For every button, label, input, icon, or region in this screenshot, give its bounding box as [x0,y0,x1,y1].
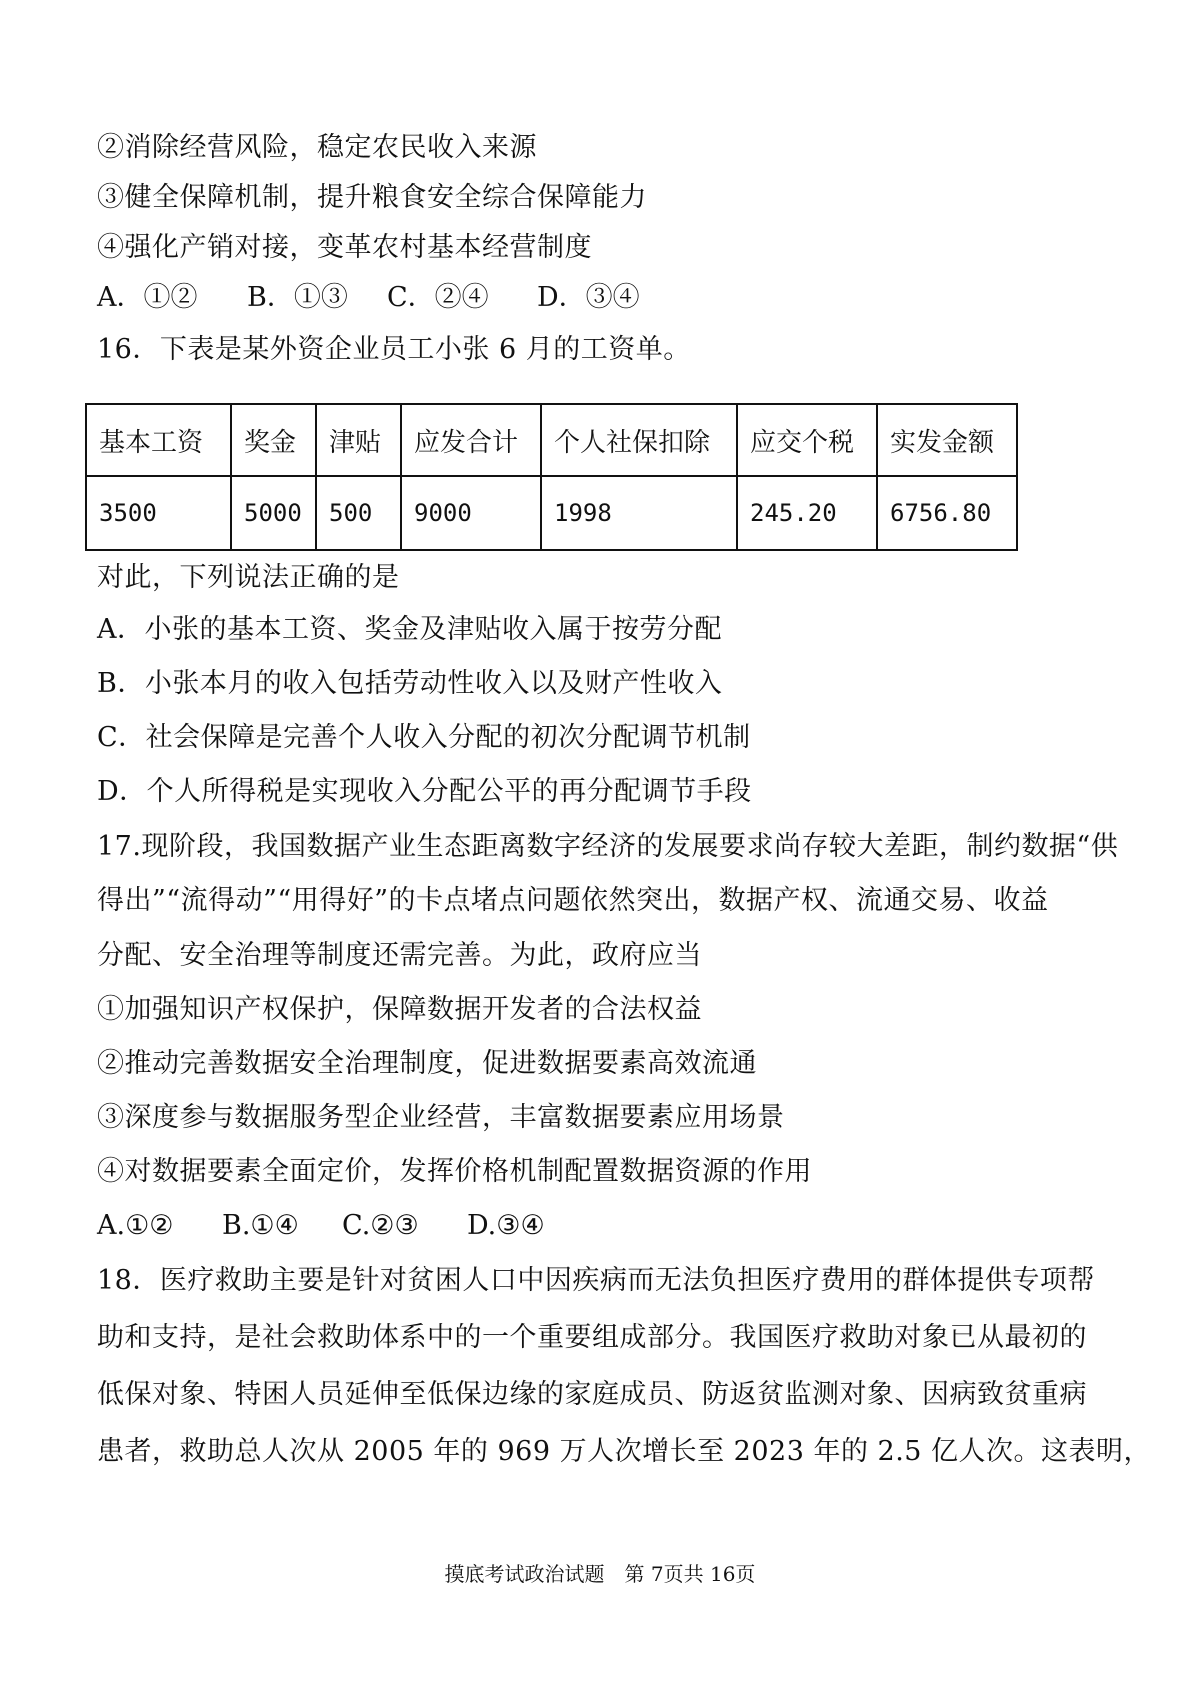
q17-choice-d: D.③④ [467,1210,545,1241]
salary-value-cell: 6756.80 [877,476,1017,550]
salary-value-cell: 245.20 [737,476,877,550]
q17-option-1: ①加强知识产权保护，保障数据开发者的合法权益 [97,994,702,1025]
q17-option-4: ④对数据要素全面定价，发挥价格机制配置数据资源的作用 [97,1156,812,1187]
q18-stem-line-2: 助和支持，是社会救助体系中的一个重要组成部分。我国医疗救助对象已从最初的 [97,1322,1087,1353]
q17-stem-line-2: 得出”“流得动”“用得好”的卡点堵点问题依然突出，数据产权、流通交易、收益 [97,885,1049,916]
salary-header-cell: 实发金额 [877,404,1017,476]
q15-choice-d: D．③④ [537,282,640,313]
page-footer: 摸底考试政治试题 第 7页共 16页 [444,1562,756,1586]
q17-choices [97,1208,545,1244]
salary-header-cell: 奖金 [231,404,316,476]
q15-choice-a: A．①② [97,282,198,313]
q17-choice-c: C.②③ [342,1210,419,1241]
q17-option-3: ③深度参与数据服务型企业经营，丰富数据要素应用场景 [97,1102,785,1133]
q17-stem-line-1: 17.现阶段，我国数据产业生态距离数字经济的发展要求尚存较大差距，制约数据“供 [97,831,1119,862]
q17-choice-a: A.①② [97,1210,174,1241]
q15-choice-c: C．②④ [387,282,489,313]
salary-table-header-row [86,404,1017,476]
q18-stem-line-3: 低保对象、特困人员延伸至低保边缘的家庭成员、防返贫监测对象、因病致贫重病 [97,1379,1087,1410]
q15-choice-b: B．①③ [247,282,348,313]
salary-value-cell: 1998 [541,476,737,550]
salary-header-cell: 个人社保扣除 [541,404,737,476]
q16-prompt: 对此，下列说法正确的是 [97,562,400,593]
salary-value-cell: 9000 [401,476,541,550]
q15-option-3: ③健全保障机制，提升粮食安全综合保障能力 [97,182,647,213]
q16-option-b: B．小张本月的收入包括劳动性收入以及财产性收入 [97,668,723,699]
q16-stem: 16．下表是某外资企业员工小张 6 月的工资单。 [97,334,691,365]
salary-table [85,403,1018,551]
salary-value-cell: 5000 [231,476,316,550]
q16-option-c: C．社会保障是完善个人收入分配的初次分配调节机制 [97,722,751,753]
q18-stem-line-1: 18．医疗救助主要是针对贫困人口中因疾病而无法负担医疗费用的群体提供专项帮 [97,1265,1095,1296]
q17-choice-b: B.①④ [222,1210,299,1241]
q17-option-2: ②推动完善数据安全治理制度，促进数据要素高效流通 [97,1048,757,1079]
q18-stem-line-4: 患者，救助总人次从 2005 年的 969 万人次增长至 2023 年的 2.5 亿人次。这表明， [97,1436,1152,1467]
salary-header-cell: 基本工资 [86,404,231,476]
q15-option-2: ②消除经营风险，稳定农民收入来源 [97,132,537,163]
salary-header-cell: 津贴 [316,404,401,476]
salary-header-cell: 应交个税 [737,404,877,476]
q17-stem-line-3: 分配、安全治理等制度还需完善。为此，政府应当 [97,940,702,971]
salary-value-cell: 500 [316,476,401,550]
q15-choices [97,280,640,316]
salary-value-cell: 3500 [86,476,231,550]
q16-option-d: D．个人所得税是实现收入分配公平的再分配调节手段 [97,776,752,807]
salary-header-cell: 应发合计 [401,404,541,476]
salary-table-value-row [86,476,1017,550]
q15-option-4: ④强化产销对接，变革农村基本经营制度 [97,232,592,263]
q16-option-a: A．小张的基本工资、奖金及津贴收入属于按劳分配 [97,614,722,645]
